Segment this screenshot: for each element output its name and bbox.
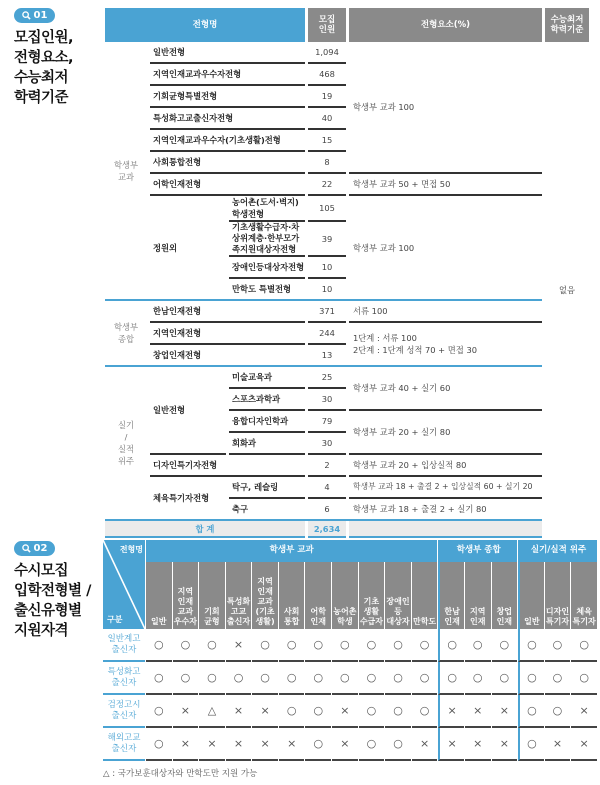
ineligible-mark: × xyxy=(332,695,358,728)
corner-top-label: 전형명 xyxy=(119,545,143,554)
ineligible-mark: × xyxy=(465,695,491,728)
column-header: 지역 인재 xyxy=(465,562,491,629)
track-count: 40 xyxy=(308,108,346,130)
eligible-mark: ○ xyxy=(518,629,544,662)
header-csat: 수능최저 학력기준 xyxy=(545,8,589,42)
column-header: 일반 xyxy=(146,562,172,629)
track-count: 8 xyxy=(308,152,346,174)
section-badge-02 xyxy=(14,541,55,556)
eligible-mark: ○ xyxy=(412,629,438,662)
ineligible-mark: × xyxy=(492,695,518,728)
track-name: 특성화고교출신자전형 xyxy=(150,108,305,130)
column-header: 장애인 등 대상자 xyxy=(385,562,411,629)
column-header: 창업 인재 xyxy=(492,562,518,629)
eligible-mark: ○ xyxy=(359,728,385,761)
ineligible-mark: × xyxy=(571,728,597,761)
header-count: 모집 인원 xyxy=(308,8,346,42)
ineligible-mark: × xyxy=(332,728,358,761)
eligible-mark: ○ xyxy=(146,662,172,695)
track-name: 지역인재교과우수자(기초생활)전형 xyxy=(150,130,305,152)
track-count: 371 xyxy=(308,301,346,323)
track-name: 미술교육과 xyxy=(229,367,305,389)
column-header: 만학도 xyxy=(412,562,438,629)
section-badge-01 xyxy=(14,8,55,23)
track-count: 13 xyxy=(321,350,333,360)
table-row xyxy=(105,301,589,323)
track-name: 창업인재전형 xyxy=(153,350,202,360)
ineligible-mark: × xyxy=(279,728,305,761)
row-label: 특성화고 출신자 xyxy=(103,662,145,695)
eligible-mark: ○ xyxy=(305,662,331,695)
column-header: 체육 특기자 xyxy=(571,562,597,629)
header-elements: 전형요소(%) xyxy=(349,8,542,42)
title-line: 지원자격 xyxy=(14,623,69,639)
admission-quota-table xyxy=(102,8,592,538)
eligible-mark: ○ xyxy=(199,629,225,662)
track-name: 농어촌(도서·벽지)학생전형 xyxy=(229,196,305,222)
eligible-mark: ○ xyxy=(173,662,199,695)
track-elements: 학생부 교과 40 + 실기 60 xyxy=(349,367,542,411)
title-line: 수능최저 xyxy=(14,70,69,86)
track-name: 디자인특기자전형 xyxy=(150,455,305,477)
subgroup-label: 일반전형 xyxy=(150,367,226,455)
table-row xyxy=(105,42,589,64)
eligible-mark: ○ xyxy=(146,629,172,662)
eligible-mark: ○ xyxy=(305,728,331,761)
eligible-mark: ○ xyxy=(438,662,464,695)
track-count: 79 xyxy=(308,411,346,433)
search-icon xyxy=(22,544,31,553)
total-empty xyxy=(349,521,542,538)
row-label: 검정고시 출신자 xyxy=(103,695,145,728)
total-row xyxy=(105,521,589,538)
eligible-mark: ○ xyxy=(332,662,358,695)
header-name: 전형명 xyxy=(105,8,305,42)
eligible-mark: ○ xyxy=(465,629,491,662)
table-row xyxy=(103,662,597,695)
eligible-mark: ○ xyxy=(385,629,411,662)
eligible-mark: ○ xyxy=(146,728,172,761)
track-elements: 1단계 : 서류 100 2단계 : 1단계 성적 70 + 면접 30 xyxy=(353,333,478,355)
eligible-mark: ○ xyxy=(492,629,518,662)
track-count: 30 xyxy=(308,433,346,455)
column-header: 기회 균형 xyxy=(199,562,225,629)
column-header: 일반 xyxy=(518,562,544,629)
track-count: 244 xyxy=(308,323,346,345)
group-label: 학생부 교과 xyxy=(113,159,139,182)
eligible-mark: ○ xyxy=(173,629,199,662)
ineligible-mark: × xyxy=(252,695,278,728)
track-count: 6 xyxy=(324,504,330,514)
track-name: 융합디자인학과 xyxy=(229,411,305,433)
column-header: 기초 생활 수급자 xyxy=(359,562,385,629)
subgroup-label: 정원외 xyxy=(153,242,178,253)
track-count: 15 xyxy=(308,130,346,152)
table-row xyxy=(105,323,589,345)
track-count: 25 xyxy=(308,367,346,389)
ineligible-mark: × xyxy=(412,728,438,761)
table-row xyxy=(103,695,597,728)
group-header-row xyxy=(103,540,597,562)
column-header: 한남 인재 xyxy=(438,562,464,629)
column-header: 디자인 특기자 xyxy=(545,562,571,629)
track-name: 어학인재전형 xyxy=(150,174,305,196)
track-name: 축구 xyxy=(232,504,249,514)
eligible-mark: ○ xyxy=(385,728,411,761)
csat-value: 없음 xyxy=(558,285,576,295)
column-header: 어학 인재 xyxy=(305,562,331,629)
table-row xyxy=(105,367,589,389)
eligible-mark: ○ xyxy=(545,629,571,662)
eligible-mark: ○ xyxy=(226,662,252,695)
search-icon xyxy=(22,11,31,20)
eligible-mark: ○ xyxy=(518,662,544,695)
column-header: 특성화 고교 출신자 xyxy=(226,562,252,629)
column-header: 지역 인재 교과 (기초 생활) xyxy=(252,562,278,629)
track-name: 탁구, 레슬링 xyxy=(229,477,305,499)
column-header-row xyxy=(103,562,597,629)
conditional-mark: △ xyxy=(199,695,225,728)
eligibility-table xyxy=(102,540,598,761)
eligible-mark: ○ xyxy=(199,662,225,695)
track-name: 지역인재전형 xyxy=(150,323,305,345)
track-count: 468 xyxy=(308,64,346,86)
eligible-mark: ○ xyxy=(279,629,305,662)
track-count: 1,094 xyxy=(308,42,346,64)
track-name: 장애인등대상자전형 xyxy=(229,257,305,279)
eligible-mark: ○ xyxy=(465,662,491,695)
ineligible-mark: × xyxy=(173,695,199,728)
eligible-mark: ○ xyxy=(571,629,597,662)
ineligible-mark: × xyxy=(571,695,597,728)
section-title xyxy=(14,28,73,108)
track-count: 10 xyxy=(308,257,346,279)
track-count: 30 xyxy=(308,389,346,411)
eligible-mark: ○ xyxy=(545,662,571,695)
table-row xyxy=(105,455,589,477)
table-row xyxy=(103,728,597,761)
track-count: 4 xyxy=(308,477,346,499)
track-name: 회화과 xyxy=(229,433,305,455)
track-name: 스포츠과학과 xyxy=(229,389,305,411)
track-name: 기회균형특별전형 xyxy=(150,86,305,108)
eligible-mark: ○ xyxy=(492,662,518,695)
track-name: 만학도 특별전형 xyxy=(232,284,291,294)
group-header: 학생부 종합 xyxy=(438,540,517,562)
ineligible-mark: × xyxy=(252,728,278,761)
column-header: 지역 인재 교과 우수자 xyxy=(173,562,199,629)
track-elements: 학생부 교과 20 + 실기 80 xyxy=(349,411,542,455)
ineligible-mark: × xyxy=(438,728,464,761)
track-elements: 학생부 교과 100 xyxy=(353,242,415,253)
title-line: 학력기준 xyxy=(14,90,69,106)
track-name: 기초생활수급자·차상위계층·한부모가족지원대상자전형 xyxy=(229,222,305,257)
section-title xyxy=(14,561,91,641)
ineligible-mark: × xyxy=(199,728,225,761)
eligible-mark: ○ xyxy=(252,662,278,695)
corner-bottom-label: 구분 xyxy=(107,615,123,624)
eligible-mark: ○ xyxy=(359,695,385,728)
table-row xyxy=(105,174,589,196)
group-header: 실기/실적 위주 xyxy=(518,540,597,562)
track-name: 일반전형 xyxy=(150,42,305,64)
track-elements: 학생부 교과 20 + 입상실적 80 xyxy=(349,455,542,477)
table-row xyxy=(103,629,597,662)
badge-number: 02 xyxy=(33,543,48,554)
eligible-mark: ○ xyxy=(412,695,438,728)
track-name: 사회통합전형 xyxy=(150,152,305,174)
ineligible-mark: × xyxy=(492,728,518,761)
track-name: 한남인재전형 xyxy=(150,301,305,323)
eligible-mark: ○ xyxy=(359,662,385,695)
subgroup-label: 체육특기자전형 xyxy=(153,493,210,503)
column-header: 사회 통합 xyxy=(279,562,305,629)
track-count: 2 xyxy=(308,455,346,477)
title-line: 수시모집 xyxy=(14,563,69,579)
corner-header xyxy=(103,540,145,629)
ineligible-mark: × xyxy=(545,728,571,761)
eligible-mark: ○ xyxy=(305,629,331,662)
track-count: 39 xyxy=(308,222,346,257)
group-header: 학생부 교과 xyxy=(146,540,437,562)
ineligible-mark: × xyxy=(173,728,199,761)
title-line: 입학전형별 / xyxy=(14,583,91,599)
group-label: 학생부 종합 xyxy=(113,322,139,344)
track-elements: 학생부 교과 18 + 출결 2 + 실기 80 xyxy=(353,504,487,514)
table-row xyxy=(105,196,589,222)
header-row xyxy=(105,8,589,42)
total-label: 합 계 xyxy=(105,521,305,538)
eligible-mark: ○ xyxy=(385,695,411,728)
table-row xyxy=(105,477,589,499)
track-count: 22 xyxy=(308,174,346,196)
title-line: 모집인원, xyxy=(14,30,74,46)
eligible-mark: ○ xyxy=(518,728,544,761)
eligible-mark: ○ xyxy=(279,695,305,728)
eligible-mark: ○ xyxy=(385,662,411,695)
track-elements: 서류 100 xyxy=(349,301,542,323)
track-count: 105 xyxy=(308,196,346,222)
eligible-mark: ○ xyxy=(545,695,571,728)
row-label: 일반계고 출신자 xyxy=(103,629,145,662)
track-elements: 학생부 교과 50 + 면접 50 xyxy=(349,174,542,196)
row-label: 해외고교 출신자 xyxy=(103,728,145,761)
track-count: 10 xyxy=(321,284,333,294)
track-count: 19 xyxy=(308,86,346,108)
ineligible-mark: × xyxy=(438,695,464,728)
footnote: △ : 국가보훈대상자와 만학도만 지원 가능 xyxy=(103,769,258,779)
ineligible-mark: × xyxy=(226,629,252,662)
group-label: 실기 / 실적 위주 xyxy=(117,420,135,466)
total-count: 2,634 xyxy=(308,521,346,538)
column-header: 농어촌 학생 xyxy=(332,562,358,629)
track-elements: 학생부 교과 100 xyxy=(349,42,542,174)
title-line: 출신유형별 xyxy=(14,603,82,619)
track-name: 지역인재교과우수자전형 xyxy=(150,64,305,86)
eligible-mark: ○ xyxy=(518,695,544,728)
eligible-mark: ○ xyxy=(146,695,172,728)
eligible-mark: ○ xyxy=(438,629,464,662)
title-line: 전형요소, xyxy=(14,50,74,66)
eligible-mark: ○ xyxy=(332,629,358,662)
eligible-mark: ○ xyxy=(279,662,305,695)
eligible-mark: ○ xyxy=(305,695,331,728)
eligible-mark: ○ xyxy=(412,662,438,695)
eligible-mark: ○ xyxy=(359,629,385,662)
ineligible-mark: × xyxy=(465,728,491,761)
ineligible-mark: × xyxy=(226,695,252,728)
eligible-mark: ○ xyxy=(571,662,597,695)
badge-number: 01 xyxy=(33,10,48,21)
eligible-mark: ○ xyxy=(252,629,278,662)
track-elements: 학생부 교과 18 + 출결 2 + 입상실적 60 + 실기 20 xyxy=(349,477,542,499)
ineligible-mark: × xyxy=(226,728,252,761)
